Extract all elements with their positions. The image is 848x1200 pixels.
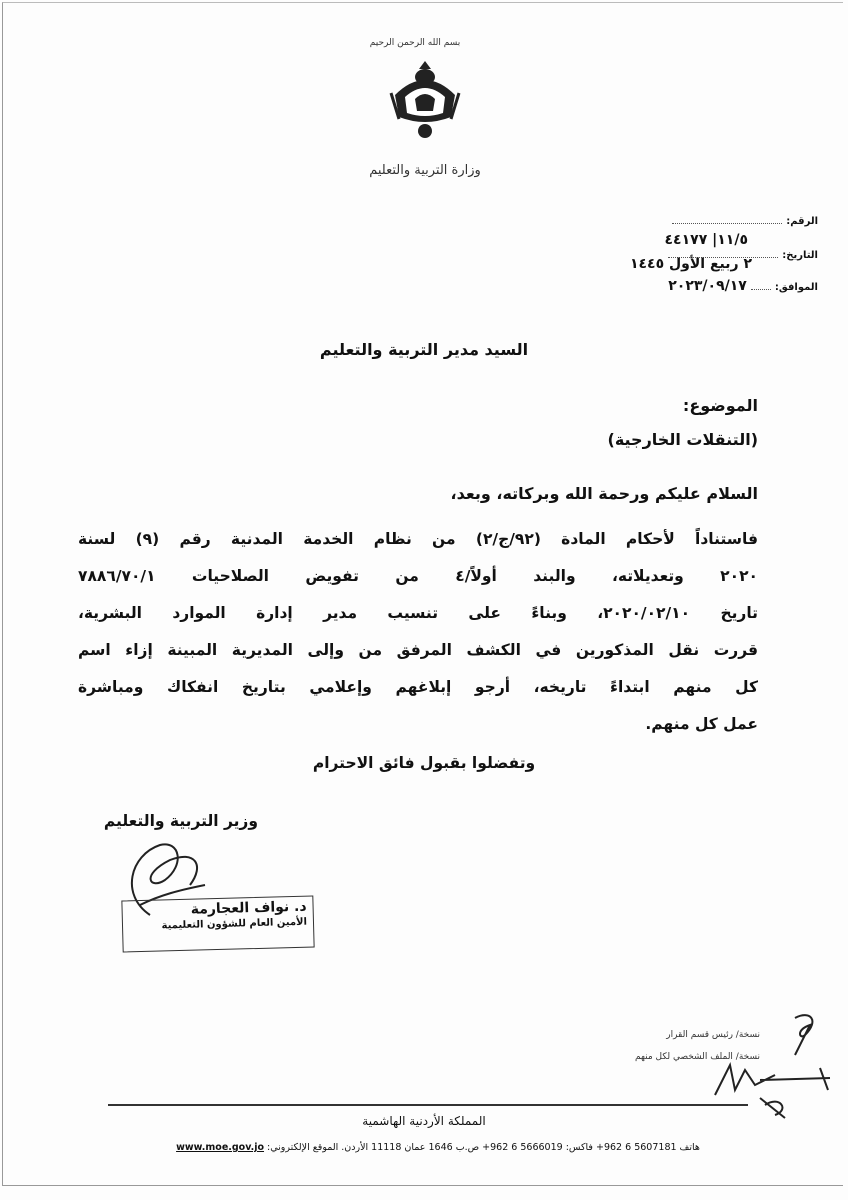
footer-country: المملكة الأردنية الهاشمية (362, 1114, 486, 1128)
ministry-name: وزارة التربية والتعليم (369, 163, 481, 178)
body-line: ٢٠٢٠ وتعديلاته، والبند أولاً/٤ من تفويض الصلاحيات ٧٨٨٦/٧٠/١ (78, 567, 759, 585)
closing: وتفضلوا بقبول فائق الاحترام (312, 754, 536, 772)
date-label: التاريخ: (782, 250, 818, 261)
cc-line: نسخة/ الملف الشخصي لكل منهم (635, 1052, 760, 1062)
signatory-title: وزير التربية والتعليم (103, 812, 258, 830)
stamp-title: الأمين العام للشؤون التعليمية (161, 916, 308, 932)
gregorian-date: ٢٠٢٣/٠٩/١٧ (668, 278, 747, 294)
body-line: تاريخ ٢٠٢٠/٠٢/١٠، وبناءً على تنسيب مدير إدارة الموارد البشرية، (78, 604, 758, 622)
footer-contact-details: هاتف 5607181 6 962+ فاكس: 5666019 6 962+ ص.ب 1646 عمان 11118 الأردن. الموقع الإلكتروني: (267, 1142, 700, 1153)
jordan-crest-icon (385, 55, 465, 145)
hijri-date: ٢ ربيع الأول ١٤٤٥ (629, 256, 752, 272)
greeting: السلام عليكم ورحمة الله وبركاته، وبعد، (450, 484, 758, 503)
body-line: كل منهم ابتداءً تاريخه، أرجو إبلاغهم وإعلامي بتاريخ انفكاك ومباشرة (78, 678, 758, 696)
footer-divider (108, 1104, 748, 1106)
gregorian-date-label: الموافق: (774, 282, 818, 293)
basmala: بسم الله الرحمن الرحيم (369, 38, 461, 48)
gregorian-date-row (668, 278, 818, 294)
reference-number-label: الرقم: (786, 216, 818, 227)
official-stamp (121, 895, 314, 952)
body-line: قررت نقل المذكورين في الكشف المرفق من وإلى المديرية المبينة إزاء اسم (78, 641, 758, 659)
addressee: السيد مدير التربية والتعليم (319, 340, 529, 359)
reference-number-row (668, 216, 818, 227)
footer-contact (118, 1142, 758, 1153)
page-border (2, 2, 843, 1186)
body-line: عمل كل منهم. (645, 715, 758, 733)
reference-number-value: ١١/٥| ٤٤١٧٧ (664, 232, 748, 248)
subject-text: (التنقلات الخارجية) (607, 430, 758, 449)
website-link[interactable]: www.moe.gov.jo (176, 1142, 265, 1153)
body-line: فاستناداً لأحكام المادة (٩٢/ج/٢) من نظام الخدمة المدنية رقم (٩) لسنة (78, 530, 758, 548)
subject-label: الموضوع: (682, 396, 758, 415)
cc-line: نسخة/ رئيس قسم القرار (666, 1030, 760, 1040)
stamp-name: د. نواف العجارمة (190, 898, 307, 918)
